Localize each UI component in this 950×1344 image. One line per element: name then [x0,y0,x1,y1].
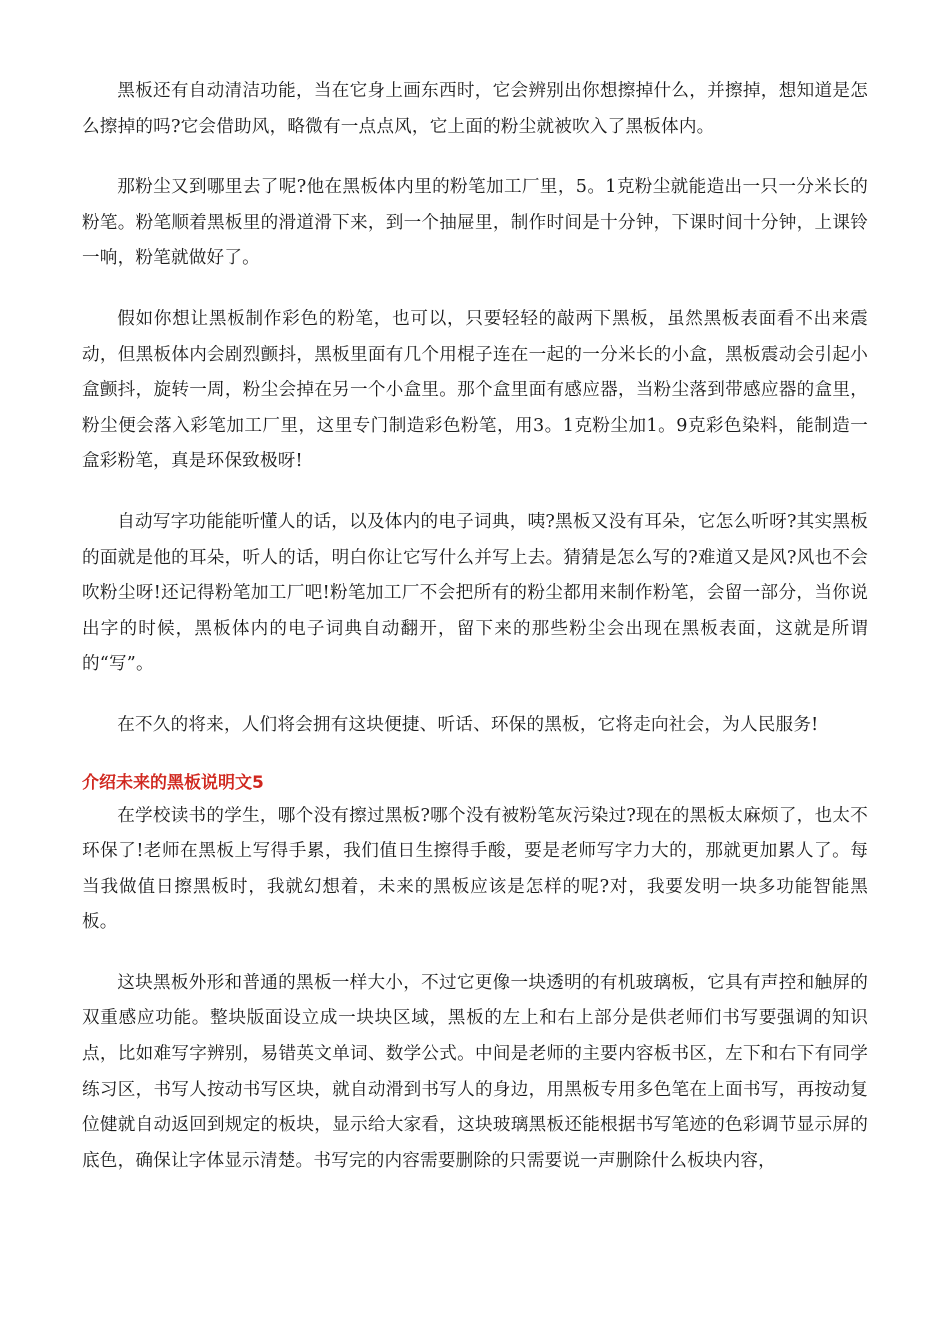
section-title: 介绍未来的黑板说明文5 [82,772,264,793]
document-body [82,74,868,1204]
paragraph-future: 在不久的将来，人们将会拥有这块便捷、听话、环保的黑板，它将走向社会，为人民服务! [117,714,819,735]
paragraph-auto-clean: 黑板还有自动清洁功能，当在它身上画东西时，它会辨别出你想擦掉什么，并擦掉，想知道是怎么擦掉的吗?它会借助风，略微有一点点风，它上面的粉尘就被吹入了黑板体内。 [82,81,868,137]
paragraph-chalk-factory: 那粉尘又到哪里去了呢?他在黑板体内里的粉笔加工厂里，5。1克粉尘就能造出一只一分米长的粉笔。粉笔顺着黑板里的滑道滑下来，到一个抽屉里，制作时间是十分钟，下课时间十分钟，上课铃一响，粉笔就做好了。 [82,177,868,269]
paragraph-auto-write: 自动写字功能能听懂人的话，以及体内的电子词典，咦?黑板又没有耳朵，它怎么听呀?其实黑板的面就是他的耳朵，听人的话，明白你让它写什么并写上去。猜猜是怎么写的?难道又是风?风也不会吹粉尘呀!还记得粉笔加工厂吧!粉笔加工厂不会把所有的粉尘都用来制作粉笔，会留一部分，当你说出字的时候，黑板体内的电子词典自动翻开，留下来的那些粉尘会出现在黑板表面，这就是所谓的“写”。 [82,511,868,675]
paragraph-students-intro: 在学校读书的学生，哪个没有擦过黑板?哪个没有被粉笔灰污染过?现在的黑板太麻烦了，也太不环保了!老师在黑板上写得手累，我们值日生擦得手酸，要是老师写字力大的，那就更加累人了。每当我做值日擦黑板时，我就幻想着，未来的黑板应该是怎样的呢?对，我要发明一块多功能智能黑板。 [82,805,868,933]
paragraph-board-design: 这块黑板外形和普通的黑板一样大小，不过它更像一块透明的有机玻璃板，它具有声控和触屏的双重感应功能。整块版面设立成一块块区域，黑板的左上和右上部分是供老师们书写要强调的知识点，比如难写字辨别，易错英文单词、数学公式。中间是老师的主要内容板书区，左下和右下有同学练习区，书写人按动书写区块，就自动滑到书写人的身边，用黑板专用多色笔在上面书写，再按动复位健就自动返回到规定的板块，显示给大家看，这块玻璃黑板还能根据书写笔迹的色彩调节显示屏的底色，确保让字体显示清楚。书写完的内容需要删除的只需要说一声删除什么板块内容， [82,972,868,1171]
paragraph-color-chalk: 假如你想让黑板制作彩色的粉笔，也可以，只要轻轻的敲两下黑板，虽然黑板表面看不出来震动，但黑板体内会剧烈颤抖，黑板里面有几个用棍子连在一起的一分米长的小盒，黑板震动会引起小盒颤抖，旋转一周，粉尘会掉在另一个小盒里。那个盒里面有感应器，当粉尘落到带感应器的盒里，粉尘便会落入彩笔加工厂里，这里专门制造彩色粉笔，用3。1克粉尘加1。9克彩色染料，能制造一盒彩粉笔，真是环保致极呀! [82,308,868,472]
